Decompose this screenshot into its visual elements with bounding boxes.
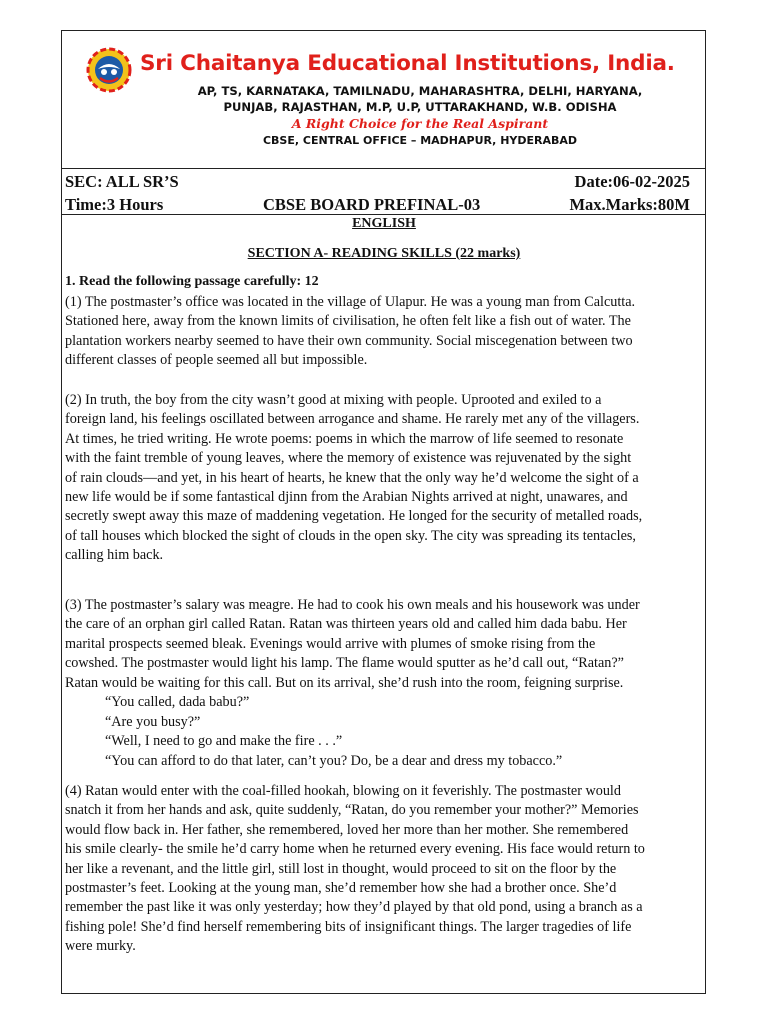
passage-paragraph-2 bbox=[65, 391, 705, 566]
question-1-prompt: 1. Read the following passage carefully: 12 bbox=[65, 274, 319, 289]
passage-line: of tall houses which blocked the sight of clouds in the open sky. The city was spreading its tentacles, bbox=[65, 527, 636, 544]
passage-line: marital prospects seemed bleak. Evenings would arrive with plumes of smoke rising from the bbox=[65, 635, 596, 652]
passage-line: (2) In truth, the boy from the city wasn’t good at mixing with people. Uprooted and exiled to a bbox=[65, 392, 602, 408]
dialogue-line: “Are you busy?” bbox=[105, 714, 201, 730]
dialogue-line: “You called, dada babu?” bbox=[105, 694, 250, 710]
passage-line: (1) The postmaster’s office was located in the village of Ulapur. He was a young man from Calcutta. bbox=[65, 294, 636, 310]
central-office: CBSE, CENTRAL OFFICE – MADHAPUR, HYDERABAD bbox=[262, 134, 578, 147]
institution-name: Sri Chaitanya Educational Institutions, India. bbox=[140, 51, 675, 76]
states-line-2: PUNJAB, RAJASTHAN, M.P, U.P, UTTARAKHAND, W.B. ODISHA bbox=[223, 100, 617, 114]
passage-line: her like a revenant, and the little girl, still lost in thought, would proceed to sit on the floor by the bbox=[65, 860, 617, 877]
exam-date: Date:06-02-2025 bbox=[574, 172, 690, 191]
subject-heading: ENGLISH bbox=[352, 216, 416, 231]
passage-line: the care of an orphan girl called Ratan. Ratan was thirteen years old and called him dada babu. Her bbox=[65, 616, 627, 633]
passage-line: snatch it from her hands and ask, quite suddenly, “Ratan, do you remember your mother?” Memories bbox=[65, 802, 639, 819]
passage-line: secretly swept away this maze of maddening vegetation. He longed for the security of metalled roads, bbox=[65, 508, 643, 525]
passage-line: his smile clearly- the smile he’d carry home when he returned every evening. His face would return to bbox=[65, 841, 645, 858]
exam-info-divider bbox=[61, 214, 706, 215]
passage-paragraph-4 bbox=[65, 782, 705, 957]
passage-line: postmaster’s feet. Looking at the young man, she’d remember how she had a brother once. She’d bbox=[65, 880, 617, 897]
states-line-1: AP, TS, KARNATAKA, TAMILNADU, MAHARASHTRA, DELHI, HARYANA, bbox=[197, 84, 643, 98]
passage-line: At times, he tried writing. He wrote poems: poems in which the marrow of life seemed to resonate bbox=[65, 430, 624, 447]
passage-line: of rain clouds—and yet, in his heart of hearts, he knew that the only way he’d welcome the sight of a bbox=[65, 469, 639, 486]
passage-line: Ratan would be waiting for this call. But on its arrival, she’d rush into the room, feigning surprise. bbox=[65, 674, 624, 691]
header-divider bbox=[61, 168, 706, 169]
dialogue-line: “Well, I need to go and make the fire . . .” bbox=[105, 733, 343, 749]
exam-title: CBSE BOARD PREFINAL-03 bbox=[263, 195, 481, 214]
passage-line: different classes of people seemed all but impossible. bbox=[65, 352, 368, 369]
passage-line: were murky. bbox=[65, 938, 136, 955]
exam-time: Time:3 Hours bbox=[65, 195, 164, 214]
passage-line: fishing pole! She’d find herself remembering bits of insignificant things. The larger tragedies of life bbox=[65, 918, 632, 935]
exam-max-marks: Max.Marks:80M bbox=[569, 195, 690, 214]
passage-line: cowshed. The postmaster would light his lamp. The flame would sputter as he’d call out, “Ratan?” bbox=[65, 655, 624, 672]
passage-line: remember the past like it was only yesterday; how they’d played by that old pond, using a branch as a bbox=[65, 899, 643, 916]
passage-line: foreign land, his feelings oscillated between arrogance and shame. He rarely met any of the villagers. bbox=[65, 411, 640, 428]
passage-line: calling him back. bbox=[65, 547, 164, 564]
passage-line: (3) The postmaster’s salary was meagre. He had to cook his own meals and his housework was under bbox=[65, 597, 640, 613]
section-heading: SECTION A- READING SKILLS (22 marks) bbox=[247, 246, 521, 261]
passage-line: (4) Ratan would enter with the coal-filled hookah, blowing on it feverishly. The postmaster would bbox=[65, 783, 621, 799]
tagline: A Right Choice for the Real Aspirant bbox=[291, 116, 549, 131]
dialogue-line: “You can afford to do that later, can’t you? Do, be a dear and dress my tobacco.” bbox=[105, 753, 563, 769]
passage-line: new life would be if some fantastical djinn from the Arabian Nights arrived at night, unawares, and bbox=[65, 489, 628, 506]
passage-paragraph-1 bbox=[65, 293, 705, 371]
passage-paragraph-3 bbox=[65, 596, 705, 693]
institution-logo-icon bbox=[86, 47, 132, 93]
passage-line: with the faint tremble of young leaves, where the memory of existence was rejuvenated by the sight bbox=[65, 450, 632, 467]
passage-line: Stationed here, away from the known limits of civilisation, he often felt like a fish out of water. The bbox=[65, 313, 631, 330]
exam-section: SEC: ALL SR’S bbox=[65, 172, 179, 191]
passage-line: would flow back in. Her father, she remembered, loved her more than her mother. She remembered bbox=[65, 821, 629, 838]
passage-line: plantation workers nearby seemed to have their own community. Social miscegenation between two bbox=[65, 332, 633, 349]
